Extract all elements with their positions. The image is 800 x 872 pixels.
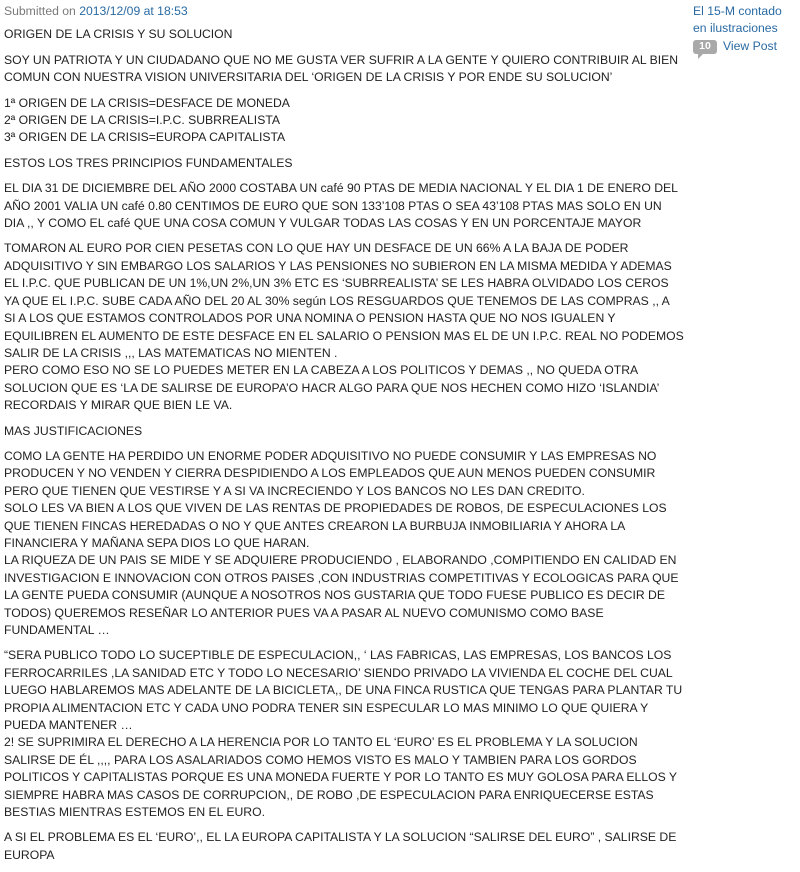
paragraph-line: PERO COMO ESO NO SE LO PUEDES METER EN LA CABEZA A LOS POLITICOS Y DEMAS ,, NO QUEDA OTRA SOLUCION QUE ES ‘LA DE SALIRSE DE EUROPA’O HACR ALGO PARA QUE NOS HECHEN COMO HIZO ‘ISLANDIA’ RECORDAIS Y MIRAR QUE BIEN LE VA.: [4, 363, 659, 413]
paragraph-line: 2! SE SUPRIMIRA EL DERECHO A LA HERENCIA POR LO TANTO EL ‘EURO’ ES EL PROBLEMA Y LA SOLUCION SALIRSE DE ÉL ,,,, PARA LOS ASALARIADOS COMO HEMOS VISTO ES MALO Y TAMBIEN PARA LOS GORDOS POLITICOS Y CAPITALISTAS PORQUE ES UNA MONEDA FUERTE Y POR LO TANTO ES MUY GOLOSA PARA ELLOS Y SIEMPRE HABRA MAS CASOS DE CORRUPCION,, DE ROBO ,DE ESPECULACION PARA ENRIQUECERSE ESTAS BESTIAS MIENTRAS ESTEMOS EN EL EURO.: [4, 735, 677, 820]
paragraph-euro: [4, 240, 684, 414]
comment-date-link[interactable]: [79, 4, 187, 18]
post-actions: [693, 38, 797, 55]
paragraph-intro: SOY UN PATRIOTA Y UN CIUDADANO QUE NO ME GUSTA VER SUFRIR A LA GENTE Y QUIERO CONTRIBUIR AL BIEN COMUN CON NUESTRA VISION UNIVERSITARIA DEL ‘ORIGEN DE LA CRISIS Y POR ENDE SU SOLUCION’: [4, 52, 679, 85]
paragraph-line: COMO LA GENTE HA PERDIDO UN ENORME PODER ADQUISITIVO NO PUEDE CONSUMIR Y LAS EMPRESAS NO PRODUCEN Y NO VENDEN Y CIERRA DESPIDIENDO A LOS EMPLEADOS QUE AUN MENOS PUEDEN CONSUMIR PERO QUE TIENEN QUE VESTIRSE Y A SI VA INCRECIENDO Y LOS BANCOS NO LES DAN CREDITO.: [4, 448, 657, 498]
paragraph-justifications-heading: MAS JUSTIFICACIONES: [4, 423, 143, 438]
paragraph-conclusion: A SI EL PROBLEMA ES EL ‘EURO’,, EL LA EUROPA CAPITALISTA Y LA SOLUCION “SALIRSE DEL EURO” , SALIRSE DE EUROPA: [4, 830, 677, 862]
comment-count-badge[interactable]: 10: [693, 40, 717, 54]
paragraph-line: SOLO LES VA BIEN A LOS QUE VIVEN DE LAS RENTAS DE PROPIEDADES DE ROBOS, DE ESPECULACIONES LOS QUE TIENEN FINCAS HEREDADAS O NO Y QUE ANTES CREARON LA BURBUJA INMOBILIARIA Y AHORA LA FINANCIERA Y MAÑANA SEPA DIOS LO QUE HARAN.: [4, 501, 667, 550]
view-post-link[interactable]: View Post: [723, 38, 777, 53]
paragraph-cafe: EL DIA 31 DE DICIEMBRE DEL AÑO 2000 COSTABA UN café 90 PTAS DE MEDIA NACIONAL Y EL DIA 1 DE ENERO DEL AÑO 2001 VALIA UN café 0.80 CENTIMOS DE EURO QUE SON 133’108 PTAS O SEA 43’108 PTAS MAS SOLO EN UN DIA ,, Y COMO EL café QUE UNA COSA COMUN Y VULGAR TODAS LAS COSAS Y EN UN PORCENTAJE MAYOR: [4, 181, 678, 231]
at-label[interactable]: at: [143, 4, 154, 18]
paragraph-justifications: [4, 448, 684, 639]
comment-meta: [4, 3, 684, 20]
origin-line: 2ª ORIGEN DE LA CRISIS=I.P.C. SUBRREALISTA: [4, 113, 280, 128]
submitted-prefix: Submitted on: [4, 4, 76, 18]
comment-main: [4, 3, 684, 872]
origin-line: 3ª ORIGEN DE LA CRISIS=EUROPA CAPITALISTA: [4, 130, 286, 145]
paragraph-line: “SERA PUBLICO TODO LO SUCEPTIBLE DE ESPECULACION,, ‘ LAS FABRICAS, LAS EMPRESAS, LOS BANCOS LOS FERROCARRILES ,LA SANIDAD ETC Y TODO LO NECESARIO’ SIENDO PRIVADO LA VIVIENDA EL COCHE DEL CUAL LUEGO HABLAREMOS MAS ADELANTE DE LA BICICLETA,, DE UNA FINCA RUSTICA QUE TENGAS PARA PLANTAR TU PROPIA ALIMENTACION ETC Y CADA UNO PODRA TENER SIN ESPECULAR LO MAS MINIMO LO QUE QUIERA Y PUEDA MANTENER …: [4, 648, 683, 733]
post-title-link[interactable]: El 15-M contado en ilustraciones: [693, 4, 782, 36]
comment-content: [4, 26, 684, 864]
paragraph-public: [4, 647, 684, 821]
comment-date[interactable]: 2013/12/09: [79, 4, 141, 18]
paragraph-origins: [4, 95, 684, 147]
paragraph-principles: ESTOS LOS TRES PRINCIPIOS FUNDAMENTALES: [4, 155, 293, 170]
comment-sidebar: [693, 3, 797, 55]
comment-time[interactable]: 18:53: [157, 4, 188, 18]
paragraph-line: LA RIQUEZA DE UN PAIS SE MIDE Y SE ADQUIERE PRODUCIENDO , ELABORANDO ,COMPITIENDO EN CALIDAD EN INVESTIGACION E INNOVACION CON OTROS PAISES ,CON INDUSTRIAS COMPETITIVAS Y ECOLOGICAS PARA QUE LA GENTE PUEDA CONSUMIR (AUNQUE A NOSOTROS NOS GUSTARIA QUE TODO FUESE PUBLICO ES DECIR DE TODOS) QUEREMOS RESEÑAR LO ANTERIOR PUES VA A PASAR AL NUEVO COMUNISMO COMO BASE FUNDAMENTAL …: [4, 553, 679, 637]
paragraph-line: TOMARON AL EURO POR CIEN PESETAS CON LO QUE HAY UN DESFACE DE UN 66% A LA BAJA DE PODER ADQUISITIVO Y SIN EMBARGO LOS SALARIOS Y LAS PENSIONES NO SUBIERON EN LA MISMA MEDIDA Y ADEMAS EL I.P.C. QUE PUBLICAN DE UN 1%,UN 2%,UN 3% ETC ES ‘SUBRREALISTA’ SE LES HABRA OLVIDADO LOS CEROS YA QUE EL I.P.C. SUBE CADA AÑO DEL 20 AL 30% según LOS RESGUARDOS QUE TENEMOS DE LAS COMPRAS ,, A SI A LOS QUE ESTAMOS CONTROLADOS POR UNA NOMINA O PENSION HASTA QUE NO NOS IGUALEN Y EQUILIBREN EL AUMENTO DE ESTE DESFACE EN EL SALARIO O PENSION MAS EL DE UN I.P.C. REAL NO PODEMOS SALIR DE LA CRISIS ,,, LAS MATEMATICAS NO MIENTEN .: [4, 241, 684, 360]
paragraph-title: ORIGEN DE LA CRISIS Y SU SOLUCION: [4, 27, 233, 42]
origin-line: 1ª ORIGEN DE LA CRISIS=DESFACE DE MONEDA: [4, 95, 290, 110]
